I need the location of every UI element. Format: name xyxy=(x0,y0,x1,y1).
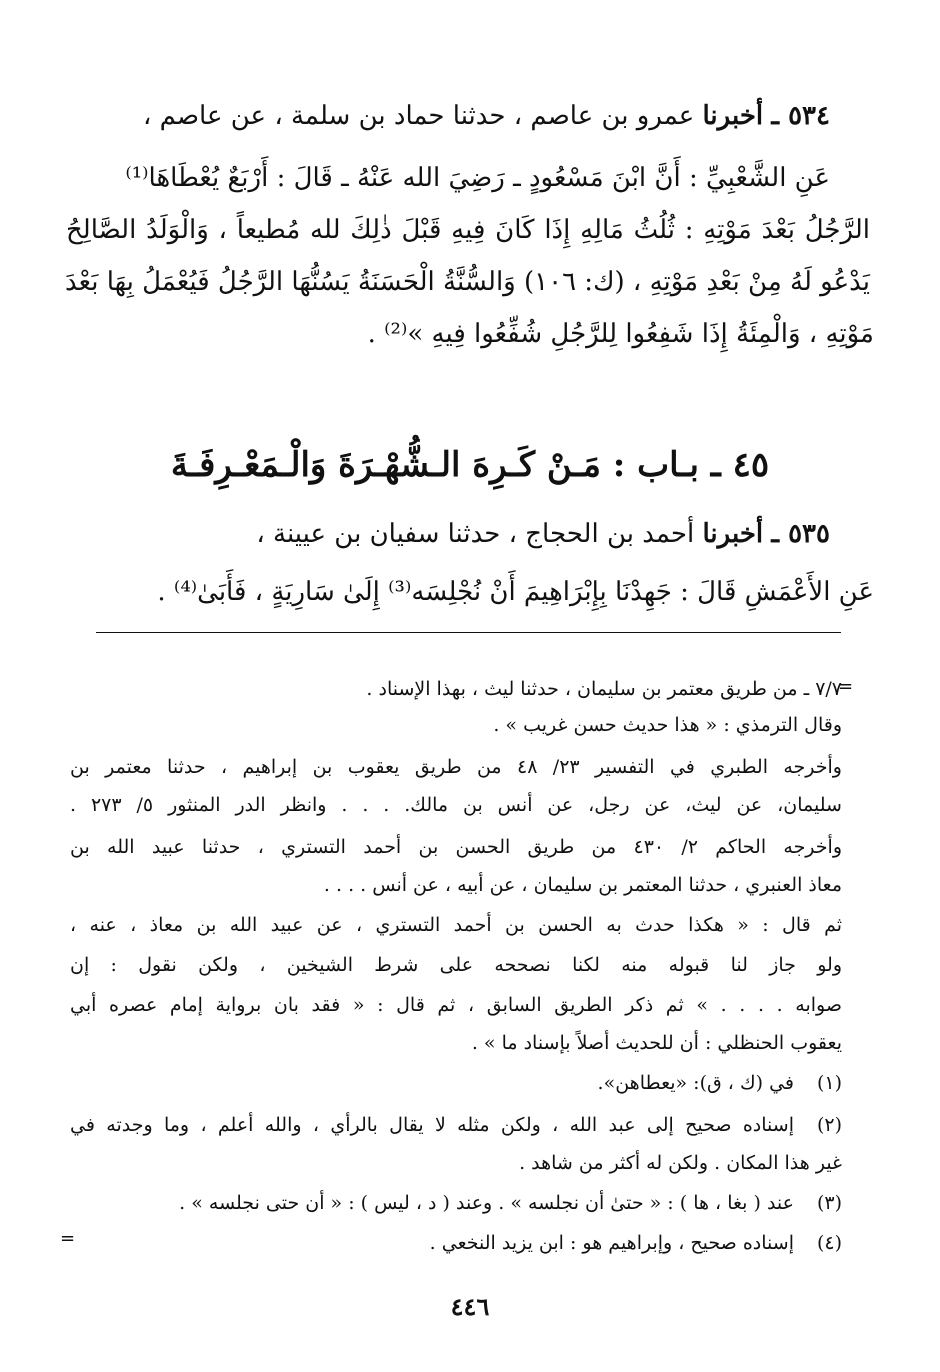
page-number: ٤٤٦ xyxy=(450,1292,490,1321)
continuation-mark-top: = xyxy=(838,676,854,697)
hadith-535-akhbarana: أخبرنا xyxy=(702,519,764,549)
hadith-534-akhbarana: أخبرنا xyxy=(702,101,764,131)
hadith-534-header xyxy=(143,96,830,136)
hadith-535-line-2: عَنِ الأَعْمَشِ قَالَ : جَهِدْنَا بِإِبْرَاهِيمَ أَنْ نُجْلِسَه⁽³⁾ إِلَىٰ سَارِيَةٍ ، فَأَبَىٰ⁽⁴⁾ . xyxy=(157,577,874,607)
hadith-534-line-2: عَنِ الشَّعْبِيِّ : أَنَّ ابْنَ مَسْعُودٍ ـ رَضِيَ الله عَنْهُ ـ قَالَ : أَرْبَعٌ يُعْطَاهَا⁽¹⁾ xyxy=(125,163,830,193)
hadith-535-isnad: أحمد بن الحجاج ، حدثنا سفيان بن عيينة ، xyxy=(256,519,703,549)
footnote-cont-line: ثم قال : « هكذا حدث به الحسن بن أحمد التستري ، عن عبيد الله بن معاذ ، عنه ، xyxy=(70,914,842,936)
footnote-cont-line: وقال الترمذي : « هذا حديث حسن غريب » . xyxy=(493,714,842,736)
footnote-cont-line: ولو جاز لنا قبوله منه لكنا نصححه على شرط الشيخين ، ولكن نقول : إن xyxy=(70,954,842,976)
footnote-separator xyxy=(96,632,841,633)
footnote-text: في (ك ، ق): «يعطاهن». xyxy=(597,1072,794,1094)
footnote-cont-line: سليمان، عن ليث، عن رجل، عن أنس بن مالك. . . . وانظر الدر المنثور ٥/ ٢٧٣ . xyxy=(70,794,842,816)
footnote-cont-line: يعقوب الحنظلي : أن للحديث أصلاً بإسناد ما » . xyxy=(471,1032,842,1054)
continuation-mark-bottom: = xyxy=(60,1228,76,1249)
hadith-534-line-3: الرَّجُلُ بَعْدَ مَوْتِهِ : ثُلُثُ مَالِهِ إِذَا كَانَ فِيهِ قَبْلَ ذٰلِكَ لله مُطيعاً ، وَالْوَلَدُ الصَّالِحُ xyxy=(66,215,870,245)
footnote-cont-line: صوابه . . . . » ثم ذكر الطريق السابق ، ثم قال : « فقد بان برواية إمام عصره أبي xyxy=(70,994,842,1016)
hadith-534-line-4: يَدْعُو لَهُ مِنْ بَعْدِ مَوْتِهِ ، (ك: ١٠٦) وَالسُّنَّةُ الْحَسَنَةُ يَسُنُّهَا الرَّجُلُ فَيُعْمَلُ بِهَا بَعْدَ xyxy=(65,267,870,297)
footnote-text: عند ( بغا ، ها ) : « حتىٰ أن نجلسه » . وعند ( د ، ليس ) : « أن حتى نجلسه » . xyxy=(179,1192,794,1214)
footnote-number: (٣) xyxy=(816,1192,842,1214)
footnote-number: (١) xyxy=(816,1072,842,1094)
footnote-cont-line: وأخرجه الطبري في التفسير ٢٣/ ٤٨ من طريق يعقوب بن إبراهيم ، حدثنا معتمر بن xyxy=(70,756,842,778)
footnote-cont-line: معاذ العنبري ، حدثنا المعتمر بن سليمان ، عن أبيه ، عن أنس . . . . xyxy=(323,874,842,896)
footnote-text: إسناده صحيح ، وإبراهيم هو : ابن يزيد النخعي . xyxy=(429,1232,794,1254)
hadith-534-isnad: عمرو بن عاصم ، حدثنا حماد بن سلمة ، عن عاصم ، xyxy=(143,101,703,131)
footnote-cont-line: وأخرجه الحاكم ٢/ ٤٣٠ من طريق الحسن بن أحمد التستري ، حدثنا عبيد الله بن xyxy=(70,836,842,858)
hadith-534-number: ٥٣٤ ـ xyxy=(771,101,830,131)
footnote-cont-line: ٧/٧ ـ من طريق معتمر بن سليمان ، حدثنا ليث ، بهذا الإسناد . xyxy=(366,678,842,700)
hadith-535-header xyxy=(256,514,830,554)
footnote-number: (٤) xyxy=(816,1232,842,1254)
footnote-text: غير هذا المكان . ولكن له أكثر من شاهد . xyxy=(519,1152,842,1174)
hadith-535-number: ٥٣٥ ـ xyxy=(771,519,830,549)
footnote-number: (٢) xyxy=(816,1114,842,1136)
hadith-534-line-5: مَوْتِهِ ، وَالْمِئَةُ إِذَا شَفِعُوا لِلرَّجُلِ شُفِّعُوا فِيهِ »⁽²⁾ . xyxy=(367,319,874,349)
chapter-heading: ٤٥ ـ بـاب : مَـنْ كَـرِهَ الـشُّهْـرَةَ وَالْـمَعْـرِفَـةَ xyxy=(170,445,770,485)
footnote-text: إسناده صحيح إلى عبد الله ، ولكن مثله لا يقال بالرأي ، والله أعلم ، وما وجدته في xyxy=(70,1114,794,1136)
